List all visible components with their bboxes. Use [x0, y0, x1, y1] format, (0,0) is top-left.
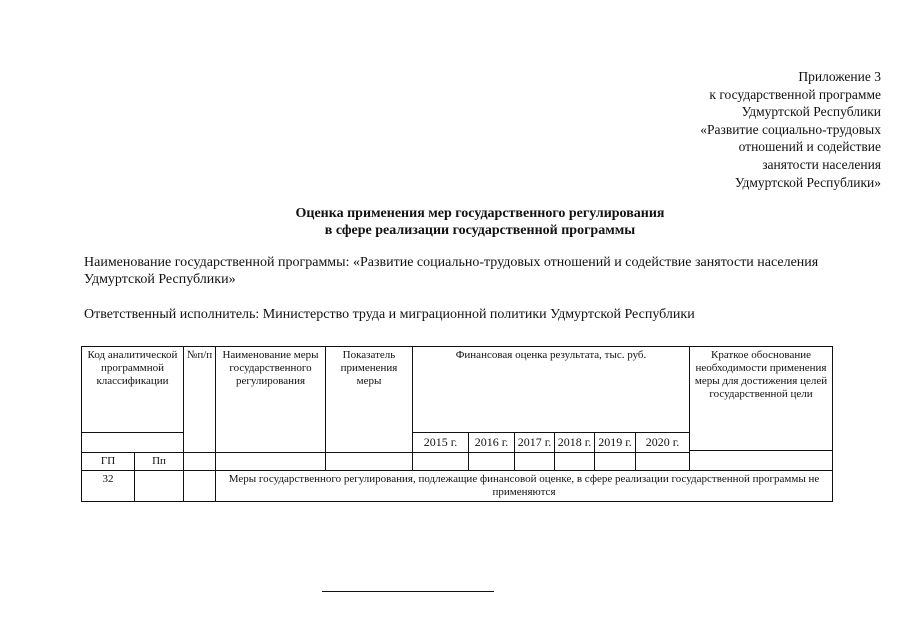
appendix-line: «Развитие социально-трудовых: [700, 121, 881, 137]
year-cell: [413, 453, 469, 471]
appendix-line: к государственной программе: [709, 86, 881, 102]
header-indicator: Показатель применения меры: [326, 347, 413, 453]
year-2019: 2019 г.: [595, 433, 636, 453]
header-gp: ГП: [82, 453, 135, 471]
year-2017: 2017 г.: [515, 433, 555, 453]
header-pp: Пп: [135, 453, 184, 471]
year-2020: 2020 г.: [636, 433, 690, 453]
title-line-2: в сфере реализации государственной программы: [324, 223, 636, 238]
year-cell: [595, 453, 636, 471]
number-cell: [184, 453, 216, 471]
year-2016: 2016 г.: [469, 433, 515, 453]
year-2018: 2018 г.: [555, 433, 595, 453]
header-justification: Краткое обоснование необходимости применения меры для достижения целей государственной цели: [690, 347, 833, 451]
row-number: [184, 471, 216, 502]
title-line-1: Оценка применения мер государственного регулирования: [295, 206, 665, 221]
appendix-line: Удмуртской Республики: [741, 104, 881, 120]
measure-cell: [216, 453, 326, 471]
document-title: [150, 205, 810, 239]
separator-line: [322, 591, 494, 592]
justification-cell: [690, 451, 833, 471]
appendix-header: [621, 68, 881, 191]
measures-table: [81, 346, 833, 502]
header-code-spacer: [82, 433, 184, 453]
row-measure-text: Меры государственного регулирования, подлежащие финансовой оценке, в сфере реализации государственной программы не применяются: [216, 471, 833, 502]
header-number: №п/п: [184, 347, 216, 453]
year-2015: 2015 г.: [413, 433, 469, 453]
appendix-line: Приложение 3: [798, 69, 881, 84]
row-pp: [135, 471, 184, 502]
header-measure-name: Наименование меры государственного регулирования: [216, 347, 326, 453]
year-cell: [555, 453, 595, 471]
header-code: Код аналитической программной классификации: [82, 347, 184, 433]
header-financial: Финансовая оценка результата, тыс. руб.: [413, 347, 690, 433]
year-cell: [515, 453, 555, 471]
responsible-executor: Ответственный исполнитель: Министерство труда и миграционной политики Удмуртской Республики: [84, 307, 695, 322]
appendix-line: занятости населения: [762, 156, 881, 172]
indicator-cell: [326, 453, 413, 471]
appendix-line: Удмуртской Республики»: [734, 174, 881, 190]
year-cell: [636, 453, 690, 471]
appendix-line: отношений и содействие: [738, 139, 881, 155]
year-cell: [469, 453, 515, 471]
row-gp: 32: [82, 471, 135, 502]
program-name: Наименование государственной программы: «Развитие социально-трудовых отношений и содействие занятости населения Удмуртской Республики»: [84, 255, 819, 287]
